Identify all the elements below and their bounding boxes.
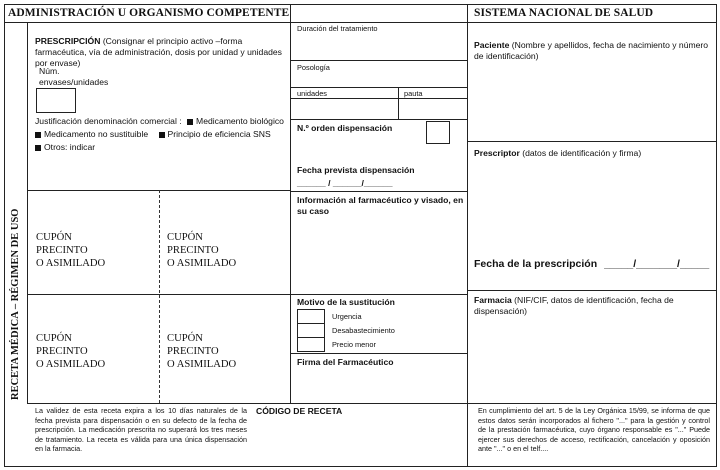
form-frame xyxy=(4,4,717,467)
header-divider xyxy=(4,22,717,23)
envases-input[interactable] xyxy=(36,88,76,113)
mid-line-2 xyxy=(290,87,467,88)
right-line-2 xyxy=(467,290,717,291)
num-label: Núm. xyxy=(39,66,60,76)
mid-line-5 xyxy=(290,191,467,192)
side-label: RECETA MÉDICA – RÉGIMEN DE USO xyxy=(10,208,21,400)
paciente-block xyxy=(474,40,712,62)
checkbox-otros[interactable] xyxy=(35,145,41,151)
opt-biologico-label: Medicamento biológico xyxy=(196,116,284,126)
options-line-2 xyxy=(32,129,271,140)
prescriptor-desc: (datos de identificación y firma) xyxy=(522,148,642,158)
justificacion-label: Justificación denominación comercial : xyxy=(35,116,182,126)
checkbox-biologico[interactable] xyxy=(187,119,193,125)
posologia-label: Posología xyxy=(297,63,330,72)
fecha-prevista-label: Fecha prevista dispensación xyxy=(297,165,415,175)
desabast-label: Desabastecimiento xyxy=(332,326,395,335)
urgencia-label: Urgencia xyxy=(332,312,362,321)
checkbox-eficiencia[interactable] xyxy=(159,132,165,138)
opt-eficiencia-label: Principio de eficiencia SNS xyxy=(167,129,271,139)
prescriptor-title: Prescriptor xyxy=(474,148,520,158)
opt-no-sustituible-label: Medicamento no sustituible xyxy=(44,129,149,139)
mid-line-6 xyxy=(290,294,467,295)
side-column-divider xyxy=(27,22,28,403)
right-line-1 xyxy=(467,141,717,142)
prescripcion-block xyxy=(35,36,287,69)
cupon-dashed-divider xyxy=(159,190,160,403)
fecha-prescripcion-blank[interactable]: _____/_______/_____ xyxy=(604,258,710,270)
justificacion-line xyxy=(35,116,284,127)
precio-label: Precio menor xyxy=(332,340,376,349)
mid-line-4 xyxy=(290,119,467,120)
urgencia-checkbox[interactable] xyxy=(297,309,325,324)
cupon-3: CUPÓN PRECINTO O ASIMILADO xyxy=(36,333,106,370)
options-line-3 xyxy=(32,142,95,153)
motivo-label: Motivo de la sustitución xyxy=(297,297,395,307)
unidades-label: unidades xyxy=(297,89,327,98)
firma-label: Firma del Farmacéutico xyxy=(297,357,394,367)
checkbox-no-sustituible[interactable] xyxy=(35,132,41,138)
farmacia-block xyxy=(474,295,712,317)
middle-right-divider xyxy=(467,4,468,467)
paciente-desc: (Nombre y apellidos, fecha de nacimiento y número de identificación) xyxy=(474,40,709,61)
prescriptor-block xyxy=(474,148,712,159)
duracion-label: Duración del tratamiento xyxy=(297,24,378,33)
validez-text: La validez de esta receta expira a los 10 días naturales de la fecha prevista para dispensación o en su defecto de la fecha de prescripción. La medicación prescrita no superará los tres meses de tratamiento. La receta es válida para una única dispensación en la farmacia. xyxy=(35,406,247,454)
lopd-text: En cumplimiento del art. 5 de la Ley Orgánica 15/99, se informa de que estos datos serán incorporados al fichero "..." para la gestión y control de la prestación farmacéutica, cuyo órgano responsable es "..." Puede ejercer sus derechos de acceso, rectificación, cancelación y oposición ante "..." o en el telf.... xyxy=(478,406,710,454)
farmacia-title: Farmacia xyxy=(474,295,512,305)
fecha-prescripcion-label: Fecha de la prescripción xyxy=(474,258,598,270)
info-label: Información al farmacéutico y visado, en su caso xyxy=(297,195,464,216)
desabast-checkbox[interactable] xyxy=(297,323,325,338)
mid-line-7 xyxy=(290,353,467,354)
cupon-4: CUPÓN PRECINTO O ASIMILADO xyxy=(167,333,237,370)
mid-line-1 xyxy=(290,60,467,61)
orden-label: N.º orden dispensación xyxy=(297,123,393,133)
fecha-prescripcion-line xyxy=(474,258,709,270)
unidades-pauta-divider xyxy=(398,87,399,119)
left-middle-divider xyxy=(290,4,291,403)
mid-line-3 xyxy=(290,98,467,99)
opt-otros-label: Otros: indicar xyxy=(44,142,96,152)
prescripcion-desc: (Consignar el principio activo –forma farmacéutica, vía de administración, dosis por unidad y unidades por envase) xyxy=(35,36,282,68)
pauta-label: pauta xyxy=(404,89,423,98)
orden-input[interactable] xyxy=(426,121,450,144)
header-left-title: ADMINISTRACIÓN U ORGANISMO COMPETENTE xyxy=(8,7,290,19)
farmacia-desc: (NIF/CIF, datos de identificación, fecha de dispensación) xyxy=(474,295,674,316)
paciente-title: Paciente xyxy=(474,40,510,50)
fecha-prevista-blank[interactable]: ______ / ______/______ xyxy=(297,178,393,188)
cupon-2: CUPÓN PRECINTO O ASIMILADO xyxy=(167,232,237,269)
codigo-receta-label: CÓDIGO DE RECETA xyxy=(256,406,343,416)
envases-label: envases/unidades xyxy=(39,77,109,87)
precio-checkbox[interactable] xyxy=(297,337,325,352)
footer-divider xyxy=(27,403,717,404)
prescripcion-title: PRESCRIPCIÓN xyxy=(35,36,101,46)
cupon-1: CUPÓN PRECINTO O ASIMILADO xyxy=(36,232,106,269)
header-right-title: SISTEMA NACIONAL DE SALUD xyxy=(474,7,654,19)
